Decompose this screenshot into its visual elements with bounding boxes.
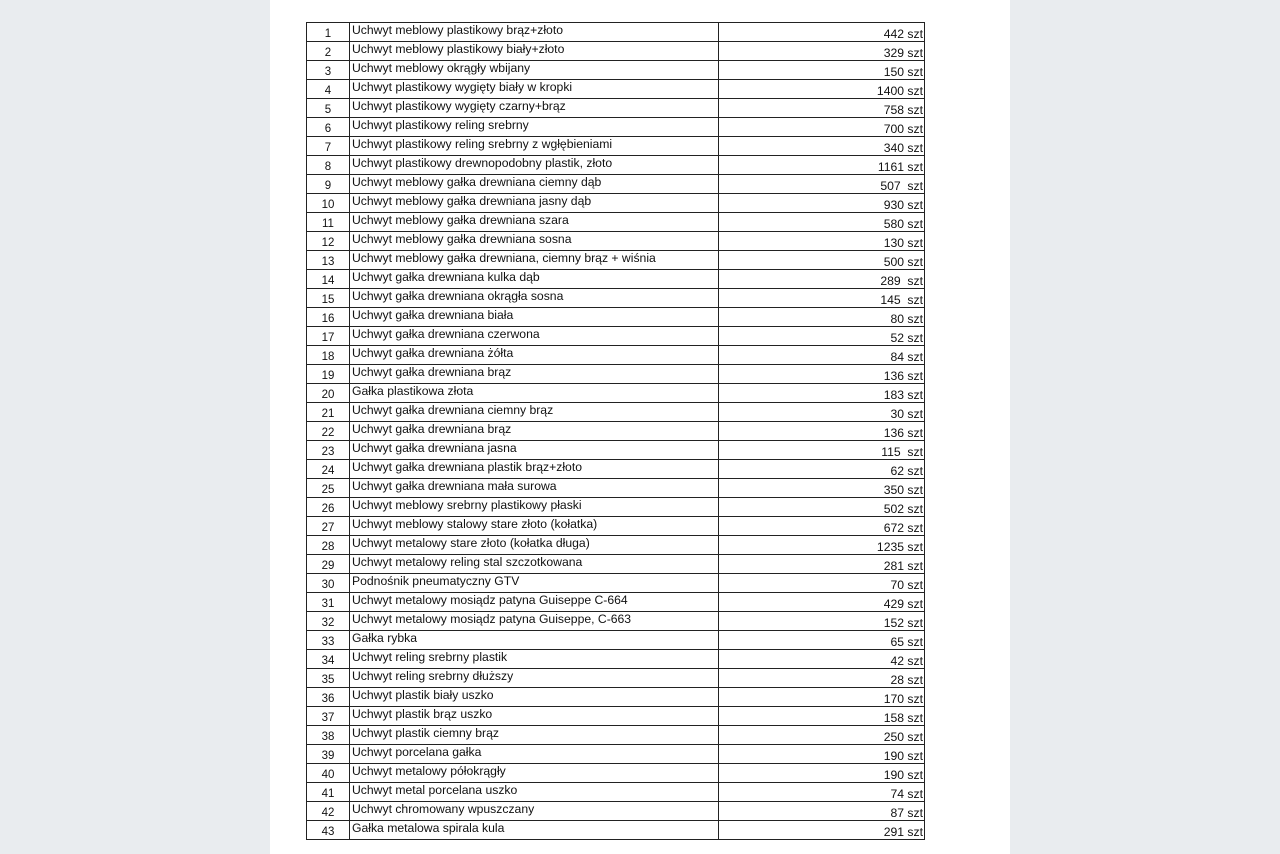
item-quantity: 500 szt — [719, 251, 925, 270]
item-name: Uchwyt gałka drewniana czerwona — [350, 327, 719, 346]
table-row — [307, 213, 925, 232]
table-row — [307, 612, 925, 631]
item-quantity: 190 szt — [719, 764, 925, 783]
item-name: Uchwyt meblowy gałka drewniana sosna — [350, 232, 719, 251]
item-name: Uchwyt plastik brąz uszko — [350, 707, 719, 726]
row-number: 25 — [307, 479, 350, 498]
item-quantity: 1400 szt — [719, 80, 925, 99]
row-number: 27 — [307, 517, 350, 536]
item-quantity: 136 szt — [719, 365, 925, 384]
table-row — [307, 593, 925, 612]
item-quantity: 170 szt — [719, 688, 925, 707]
table-row — [307, 137, 925, 156]
table-row — [307, 346, 925, 365]
row-number: 38 — [307, 726, 350, 745]
row-number: 19 — [307, 365, 350, 384]
item-quantity: 672 szt — [719, 517, 925, 536]
table-row — [307, 194, 925, 213]
item-quantity: 152 szt — [719, 612, 925, 631]
item-quantity: 758 szt — [719, 99, 925, 118]
table-row — [307, 365, 925, 384]
item-name: Gałka plastikowa złota — [350, 384, 719, 403]
item-name: Uchwyt meblowy plastikowy biały+złoto — [350, 42, 719, 61]
item-name: Gałka metalowa spirala kula — [350, 821, 719, 840]
item-name: Uchwyt meblowy gałka drewniana jasny dąb — [350, 194, 719, 213]
row-number: 42 — [307, 802, 350, 821]
table-row — [307, 61, 925, 80]
row-number: 7 — [307, 137, 350, 156]
row-number: 6 — [307, 118, 350, 137]
item-quantity: 136 szt — [719, 422, 925, 441]
row-number: 23 — [307, 441, 350, 460]
item-name: Uchwyt plastikowy wygięty czarny+brąz — [350, 99, 719, 118]
table-row — [307, 498, 925, 517]
table-row — [307, 536, 925, 555]
row-number: 37 — [307, 707, 350, 726]
item-name: Uchwyt meblowy gałka drewniana szara — [350, 213, 719, 232]
item-name: Uchwyt gałka drewniana biała — [350, 308, 719, 327]
item-name: Uchwyt plastikowy reling srebrny — [350, 118, 719, 137]
item-quantity: 115 szt — [719, 441, 925, 460]
row-number: 1 — [307, 23, 350, 42]
item-name: Gałka rybka — [350, 631, 719, 650]
row-number: 13 — [307, 251, 350, 270]
table-row — [307, 707, 925, 726]
row-number: 30 — [307, 574, 350, 593]
table-row — [307, 745, 925, 764]
item-name: Uchwyt gałka drewniana brąz — [350, 365, 719, 384]
item-quantity: 289 szt — [719, 270, 925, 289]
table-row — [307, 156, 925, 175]
row-number: 36 — [307, 688, 350, 707]
row-number: 34 — [307, 650, 350, 669]
row-number: 3 — [307, 61, 350, 80]
row-number: 40 — [307, 764, 350, 783]
item-quantity: 62 szt — [719, 460, 925, 479]
row-number: 10 — [307, 194, 350, 213]
item-name: Uchwyt plastikowy drewnopodobny plastik, złoto — [350, 156, 719, 175]
table-row — [307, 251, 925, 270]
table-row — [307, 802, 925, 821]
item-quantity: 190 szt — [719, 745, 925, 764]
item-name: Uchwyt metalowy mosiądz patyna Guiseppe C-664 — [350, 593, 719, 612]
table-row — [307, 327, 925, 346]
item-quantity: 1161 szt — [719, 156, 925, 175]
item-quantity: 130 szt — [719, 232, 925, 251]
table-row — [307, 118, 925, 137]
table-row — [307, 80, 925, 99]
table-row — [307, 270, 925, 289]
item-name: Uchwyt chromowany wpuszczany — [350, 802, 719, 821]
item-name: Uchwyt gałka drewniana mała surowa — [350, 479, 719, 498]
item-name: Uchwyt metalowy reling stal szczotkowana — [350, 555, 719, 574]
row-number: 17 — [307, 327, 350, 346]
item-quantity: 28 szt — [719, 669, 925, 688]
table-row — [307, 23, 925, 42]
item-name: Uchwyt gałka drewniana żółta — [350, 346, 719, 365]
table-row — [307, 669, 925, 688]
item-name: Podnośnik pneumatyczny GTV — [350, 574, 719, 593]
row-number: 14 — [307, 270, 350, 289]
table-row — [307, 289, 925, 308]
table-row — [307, 460, 925, 479]
item-quantity: 429 szt — [719, 593, 925, 612]
item-quantity: 700 szt — [719, 118, 925, 137]
row-number: 39 — [307, 745, 350, 764]
row-number: 24 — [307, 460, 350, 479]
row-number: 11 — [307, 213, 350, 232]
table-row — [307, 688, 925, 707]
item-name: Uchwyt metalowy półokrągły — [350, 764, 719, 783]
item-quantity: 80 szt — [719, 308, 925, 327]
item-quantity: 502 szt — [719, 498, 925, 517]
row-number: 22 — [307, 422, 350, 441]
item-quantity: 329 szt — [719, 42, 925, 61]
item-name: Uchwyt metalowy stare złoto (kołatka długa) — [350, 536, 719, 555]
item-quantity: 281 szt — [719, 555, 925, 574]
row-number: 5 — [307, 99, 350, 118]
item-quantity: 183 szt — [719, 384, 925, 403]
table-row — [307, 308, 925, 327]
item-name: Uchwyt metal porcelana uszko — [350, 783, 719, 802]
item-name: Uchwyt plastikowy reling srebrny z wgłębieniami — [350, 137, 719, 156]
inventory-table — [306, 22, 925, 840]
item-name: Uchwyt plastik biały uszko — [350, 688, 719, 707]
table-row — [307, 821, 925, 840]
item-name: Uchwyt reling srebrny dłuższy — [350, 669, 719, 688]
row-number: 9 — [307, 175, 350, 194]
item-quantity: 65 szt — [719, 631, 925, 650]
row-number: 8 — [307, 156, 350, 175]
row-number: 2 — [307, 42, 350, 61]
item-quantity: 145 szt — [719, 289, 925, 308]
table-row — [307, 555, 925, 574]
item-quantity: 250 szt — [719, 726, 925, 745]
table-row — [307, 403, 925, 422]
item-quantity: 74 szt — [719, 783, 925, 802]
item-quantity: 1235 szt — [719, 536, 925, 555]
item-name: Uchwyt meblowy okrągły wbijany — [350, 61, 719, 80]
item-quantity: 158 szt — [719, 707, 925, 726]
item-quantity: 442 szt — [719, 23, 925, 42]
item-name: Uchwyt plastik ciemny brąz — [350, 726, 719, 745]
item-quantity: 84 szt — [719, 346, 925, 365]
row-number: 21 — [307, 403, 350, 422]
row-number: 41 — [307, 783, 350, 802]
item-name: Uchwyt porcelana gałka — [350, 745, 719, 764]
item-name: Uchwyt meblowy gałka drewniana ciemny dąb — [350, 175, 719, 194]
row-number: 4 — [307, 80, 350, 99]
item-name: Uchwyt meblowy srebrny plastikowy płaski — [350, 498, 719, 517]
row-number: 32 — [307, 612, 350, 631]
row-number: 35 — [307, 669, 350, 688]
table-row — [307, 631, 925, 650]
row-number: 31 — [307, 593, 350, 612]
item-quantity: 87 szt — [719, 802, 925, 821]
item-quantity: 291 szt — [719, 821, 925, 840]
item-quantity: 52 szt — [719, 327, 925, 346]
item-name: Uchwyt gałka drewniana ciemny brąz — [350, 403, 719, 422]
table-row — [307, 384, 925, 403]
table-row — [307, 175, 925, 194]
table-row — [307, 232, 925, 251]
row-number: 20 — [307, 384, 350, 403]
row-number: 26 — [307, 498, 350, 517]
item-name: Uchwyt metalowy mosiądz patyna Guiseppe, C-663 — [350, 612, 719, 631]
item-quantity: 30 szt — [719, 403, 925, 422]
row-number: 18 — [307, 346, 350, 365]
table-row — [307, 441, 925, 460]
item-name: Uchwyt gałka drewniana brąz — [350, 422, 719, 441]
item-quantity: 70 szt — [719, 574, 925, 593]
item-quantity: 580 szt — [719, 213, 925, 232]
item-name: Uchwyt gałka drewniana kulka dąb — [350, 270, 719, 289]
table-row — [307, 99, 925, 118]
row-number: 43 — [307, 821, 350, 840]
table-row — [307, 422, 925, 441]
table-row — [307, 650, 925, 669]
row-number: 33 — [307, 631, 350, 650]
item-name: Uchwyt plastikowy wygięty biały w kropki — [350, 80, 719, 99]
item-quantity: 340 szt — [719, 137, 925, 156]
table-row — [307, 42, 925, 61]
table-row — [307, 479, 925, 498]
item-name: Uchwyt gałka drewniana plastik brąz+złoto — [350, 460, 719, 479]
item-quantity: 350 szt — [719, 479, 925, 498]
row-number: 29 — [307, 555, 350, 574]
item-name: Uchwyt meblowy gałka drewniana, ciemny brąz + wiśnia — [350, 251, 719, 270]
row-number: 28 — [307, 536, 350, 555]
table-row — [307, 517, 925, 536]
item-name: Uchwyt gałka drewniana okrągła sosna — [350, 289, 719, 308]
item-name: Uchwyt reling srebrny plastik — [350, 650, 719, 669]
item-name: Uchwyt gałka drewniana jasna — [350, 441, 719, 460]
item-quantity: 42 szt — [719, 650, 925, 669]
document-page — [270, 0, 1010, 854]
inventory-table-body — [307, 23, 925, 840]
table-row — [307, 764, 925, 783]
table-row — [307, 783, 925, 802]
table-row — [307, 726, 925, 745]
row-number: 12 — [307, 232, 350, 251]
row-number: 15 — [307, 289, 350, 308]
item-quantity: 507 szt — [719, 175, 925, 194]
item-name: Uchwyt meblowy stalowy stare złoto (kołatka) — [350, 517, 719, 536]
row-number: 16 — [307, 308, 350, 327]
item-quantity: 930 szt — [719, 194, 925, 213]
item-name: Uchwyt meblowy plastikowy brąz+złoto — [350, 23, 719, 42]
table-row — [307, 574, 925, 593]
item-quantity: 150 szt — [719, 61, 925, 80]
